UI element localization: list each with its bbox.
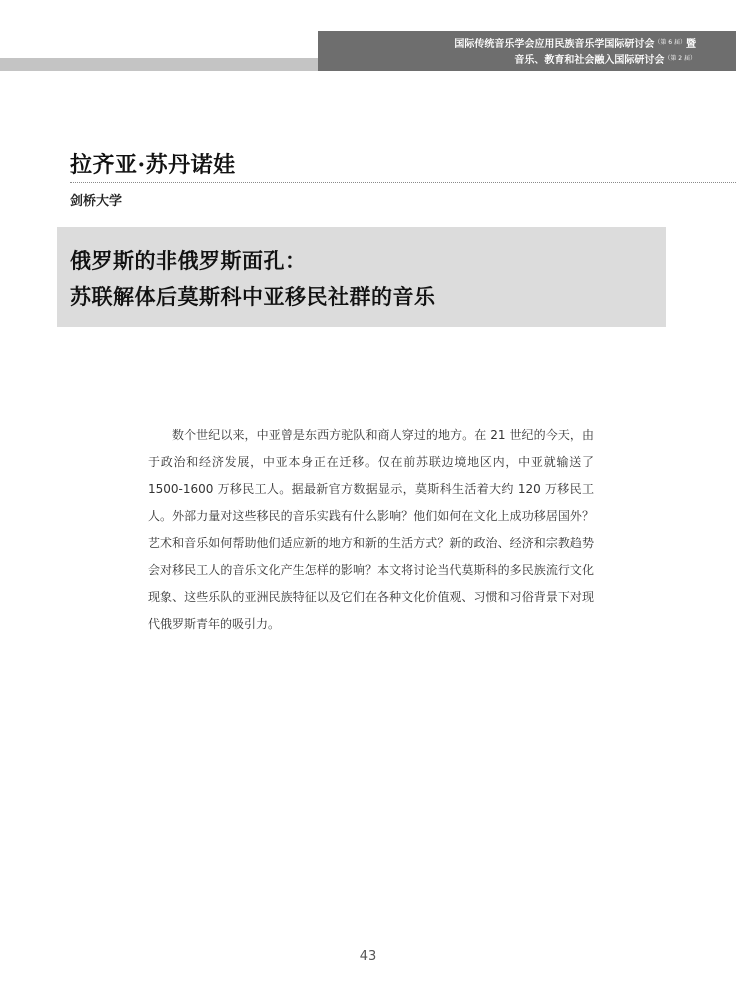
article-title-line-1: 俄罗斯的非俄罗斯面孔： bbox=[70, 248, 307, 273]
author-affiliation: 剑桥大学 bbox=[70, 194, 123, 209]
author-name: 拉齐亚·苏丹诺娃 bbox=[70, 152, 236, 178]
page-number: 43 bbox=[359, 949, 377, 964]
running-header-line-1 bbox=[366, 36, 696, 52]
running-header-line-2 bbox=[366, 52, 696, 68]
running-header bbox=[366, 36, 696, 68]
author-divider bbox=[70, 182, 736, 183]
running-header-line-2-edition: （第 2 届） bbox=[664, 55, 696, 62]
running-header-line-1-text: 国际传统音乐学会应用民族音乐学国际研讨会 bbox=[454, 39, 655, 50]
abstract-paragraph: 数个世纪以来，中亚曾是东西方驼队和商人穿过的地方。在 21 世纪的今天，由于政治和经济发展，中亚本身正在迁移。仅在前苏联边境地区内，中亚就输送了 1500-1600 万移民工人。据最新官方数据显示，莫斯科生活着大约 120 万移民工人。外部力量对这些移民的音乐实践有什么影响？他们如何在文化上成功移居国外？艺术和音乐如何帮助他们适应新的地方和新的生活方式？新的政治、经济和宗教趋势会对移民工人的音乐文化产生怎样的影响？本文将讨论当代莫斯科的多民族流行文化现象、这些乐队的亚洲民族特征以及它们在各种文化价值观、习惯和习俗背景下对现代俄罗斯青年的吸引力。 bbox=[148, 428, 594, 631]
title-box bbox=[57, 227, 666, 327]
header-band-light bbox=[0, 58, 365, 71]
running-header-line-2-text: 音乐、教育和社会融入国际研讨会 bbox=[514, 55, 665, 66]
running-header-line-1-suffix: 暨 bbox=[686, 39, 696, 50]
running-header-line-1-edition: （第 6 届） bbox=[654, 39, 686, 46]
article-title-line-2: 苏联解体后莫斯科中亚移民社群的音乐 bbox=[70, 284, 436, 309]
